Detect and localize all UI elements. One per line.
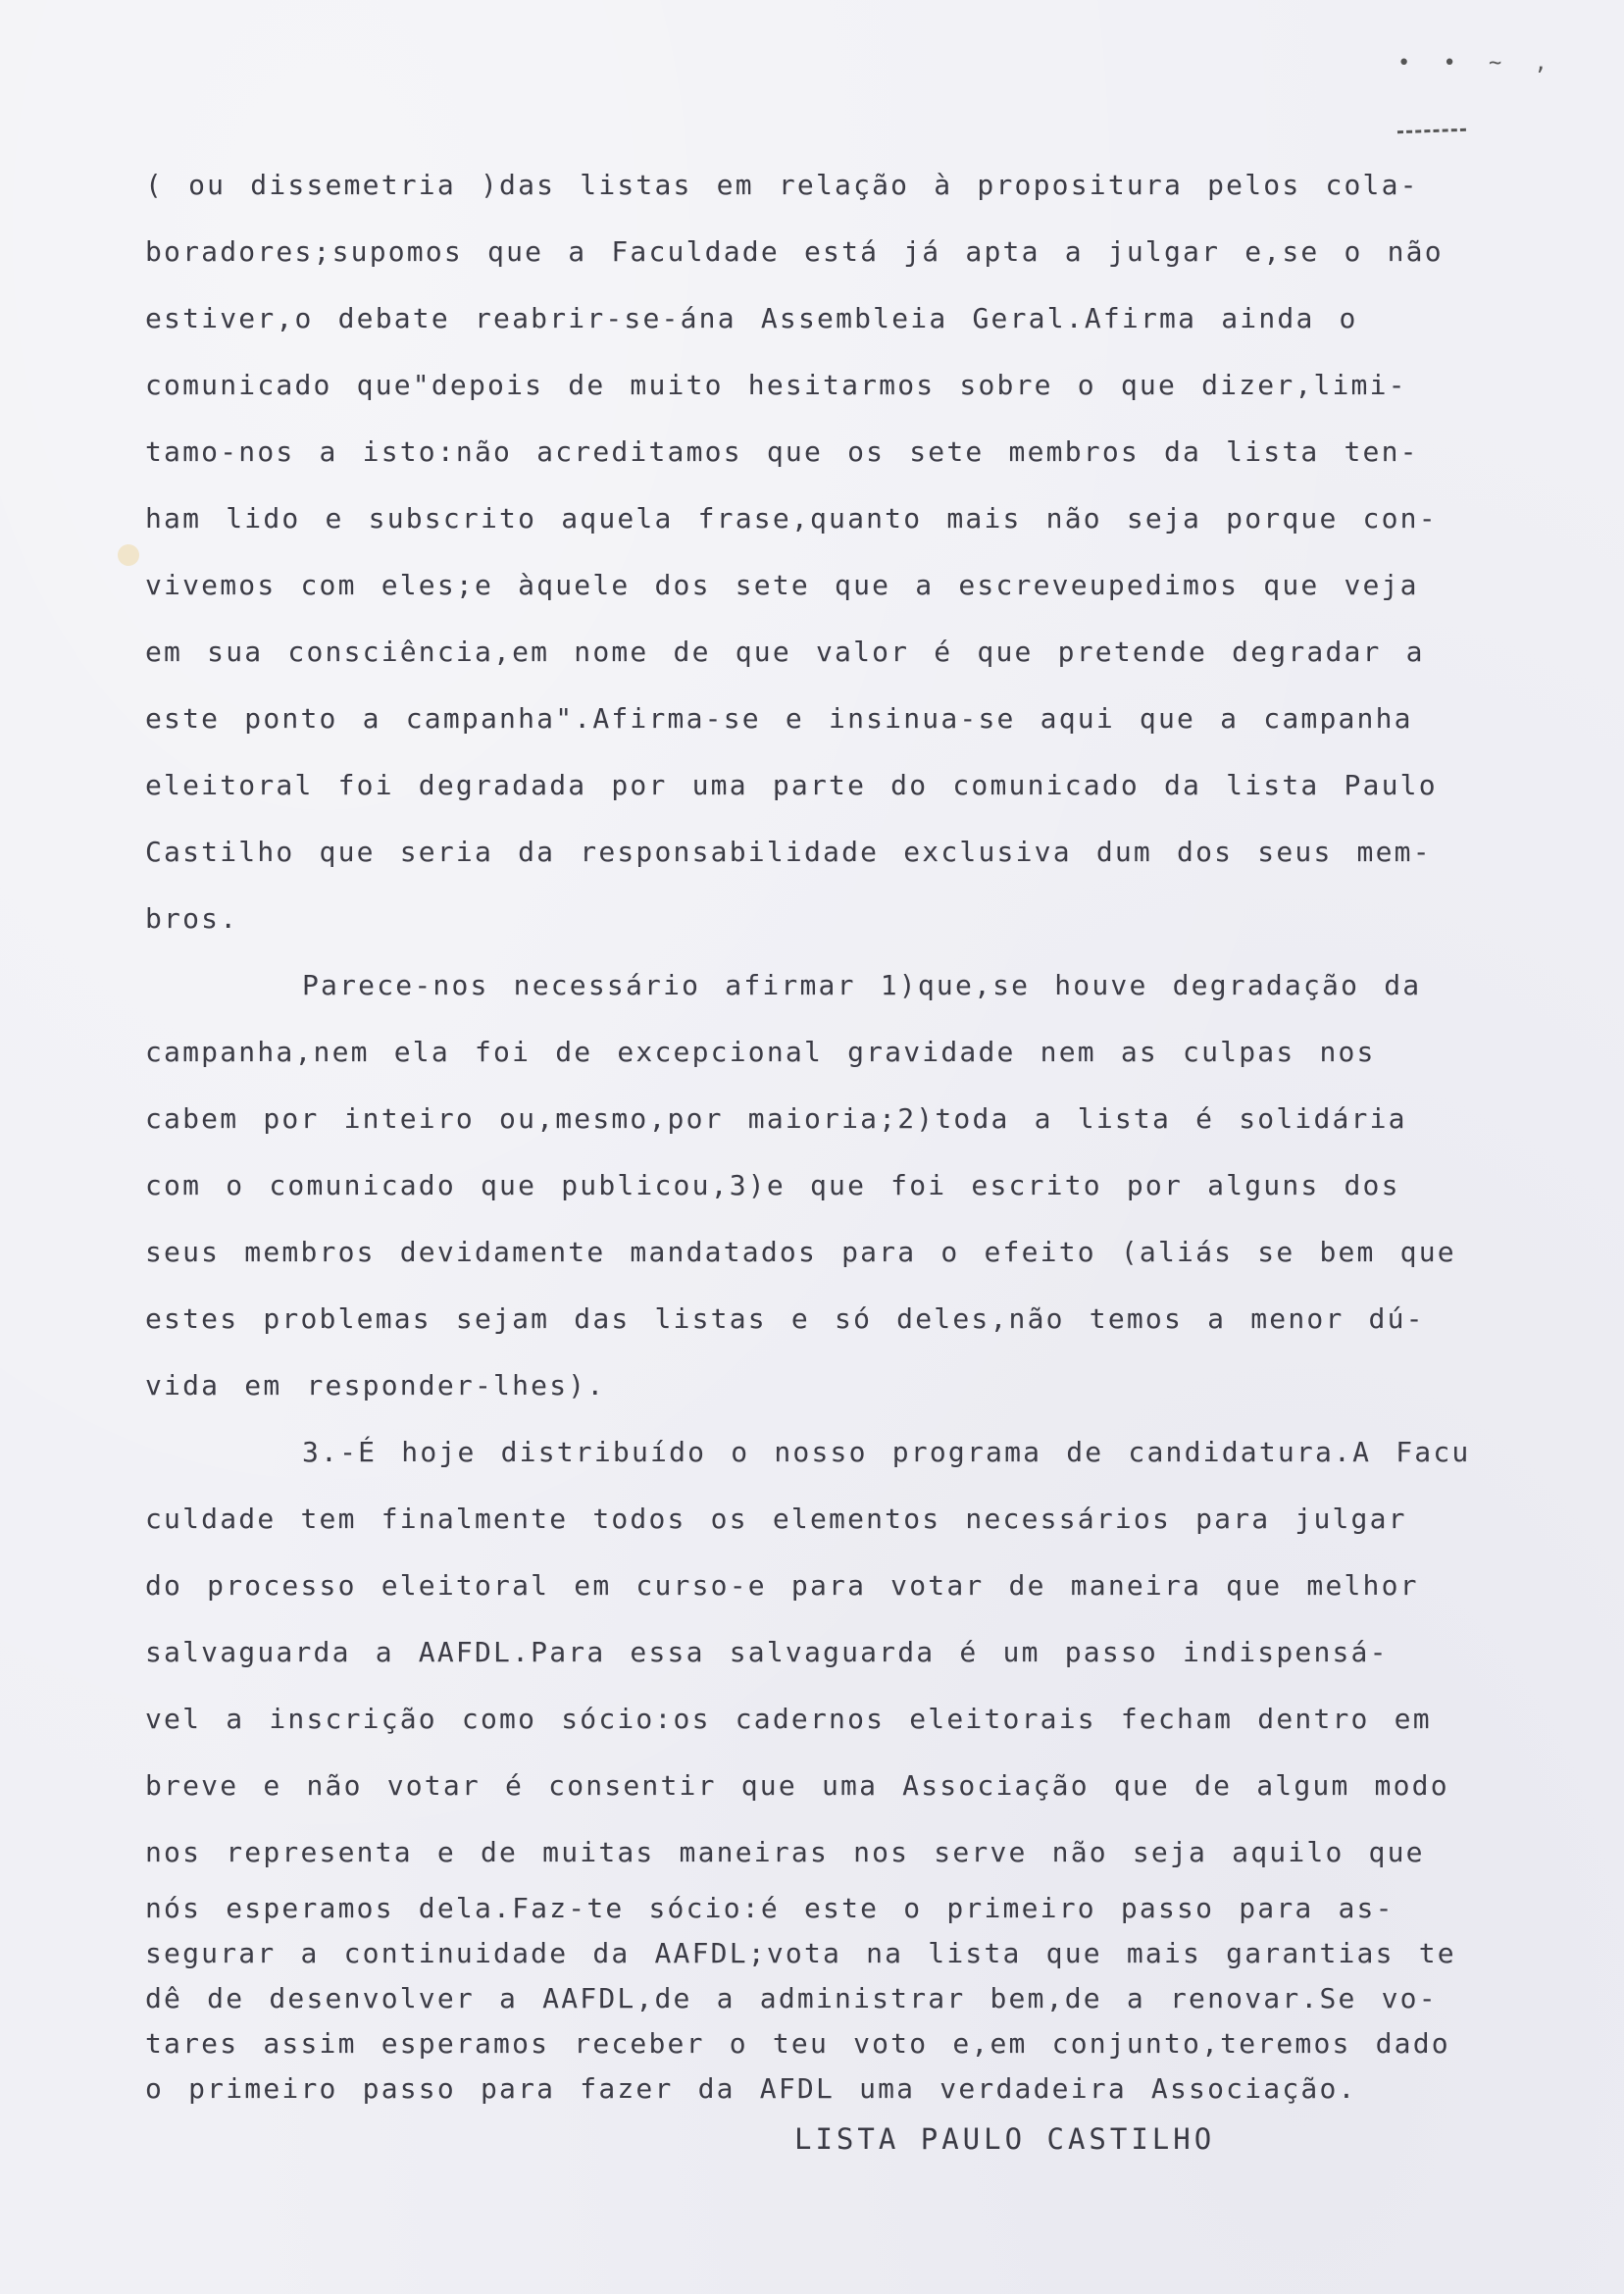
text-line: cabem por inteiro ou,mesmo,por maioria;2)toda a lista é solidária: [145, 1102, 1407, 1135]
text-line: breve e não votar é consentir que uma Associação que de algum modo: [145, 1769, 1449, 1802]
text-line: ( ou dissemetria )das listas em relação à propositura pelos cola-: [145, 169, 1419, 201]
paragraph-start-line: Parece-nos necessário afirmar 1)que,se houve degradação da: [302, 969, 1422, 1001]
typed-body: [145, 152, 1479, 2112]
text-line: salvaguarda a AAFDL.Para essa salvaguarda é um passo indispensá-: [145, 1636, 1389, 1668]
text-line: boradores;supomos que a Faculdade está já apta a julgar e,se o não: [145, 235, 1444, 268]
text-line: este ponto a campanha".Afirma-se e insinua-se aqui que a campanha: [145, 702, 1413, 735]
text-line: vivemos com eles;e àquele dos sete que a escreveupedimos que veja: [145, 569, 1419, 601]
text-line: tamo-nos a isto:não acreditamos que os sete membros da lista ten-: [145, 435, 1419, 468]
text-line: campanha,nem ela foi de excepcional gravidade nem as culpas nos: [145, 1036, 1376, 1068]
text-line: com o comunicado que publicou,3)e que foi escrito por alguns dos: [145, 1169, 1400, 1201]
text-line: nos representa e de muitas maneiras nos serve não seja aquilo que: [145, 1836, 1425, 1868]
text-line: dê de desenvolver a AAFDL,de a administrar bem,de a renovar.Se vo-: [145, 1982, 1438, 2014]
text-line: estiver,o debate reabrir-se-ána Assembleia Geral.Afirma ainda o: [145, 302, 1358, 334]
text-line: nós esperamos dela.Faz-te sócio:é este o primeiro passo para as-: [145, 1892, 1395, 1924]
signature-line: LISTA PAULO CASTILHO: [794, 2122, 1216, 2156]
corner-mark: • • ~ ,: [1397, 51, 1557, 76]
text-line: estes problemas sejam das listas e só deles,não temos a menor dú-: [145, 1302, 1425, 1335]
text-line: bros.: [145, 902, 239, 935]
text-line: em sua consciência,em nome de que valor é que pretende degradar a: [145, 636, 1425, 668]
text-line: vel a inscrição como sócio:os cadernos eleitorais fecham dentro em: [145, 1703, 1432, 1735]
text-line: seus membros devidamente mandatados para o efeito (aliás se bem que: [145, 1236, 1456, 1268]
dash-mark: [1397, 128, 1466, 136]
text-line: segurar a continuidade da AAFDL;vota na lista que mais garantias te: [145, 1937, 1456, 1969]
paper-stain: [118, 544, 139, 566]
paragraph-start-line: 3.-É hoje distribuído o nosso programa de candidatura.A Facu: [302, 1436, 1471, 1468]
text-line: eleitoral foi degradada por uma parte do comunicado da lista Paulo: [145, 769, 1438, 801]
text-line: vida em responder-lhes).: [145, 1369, 606, 1402]
text-line: Castilho que seria da responsabilidade exclusiva dum dos seus mem-: [145, 836, 1432, 868]
text-line: o primeiro passo para fazer da AFDL uma verdadeira Associação.: [145, 2072, 1357, 2105]
text-line: culdade tem finalmente todos os elementos necessários para julgar: [145, 1503, 1407, 1535]
text-line: ham lido e subscrito aquela frase,quanto mais não seja porque con-: [145, 502, 1438, 535]
text-line: comunicado que"depois de muito hesitarmos sobre o que dizer,limi-: [145, 369, 1407, 401]
text-line: tares assim esperamos receber o teu voto e,em conjunto,teremos dado: [145, 2027, 1450, 2060]
text-line: do processo eleitoral em curso-e para votar de maneira que melhor: [145, 1569, 1419, 1602]
